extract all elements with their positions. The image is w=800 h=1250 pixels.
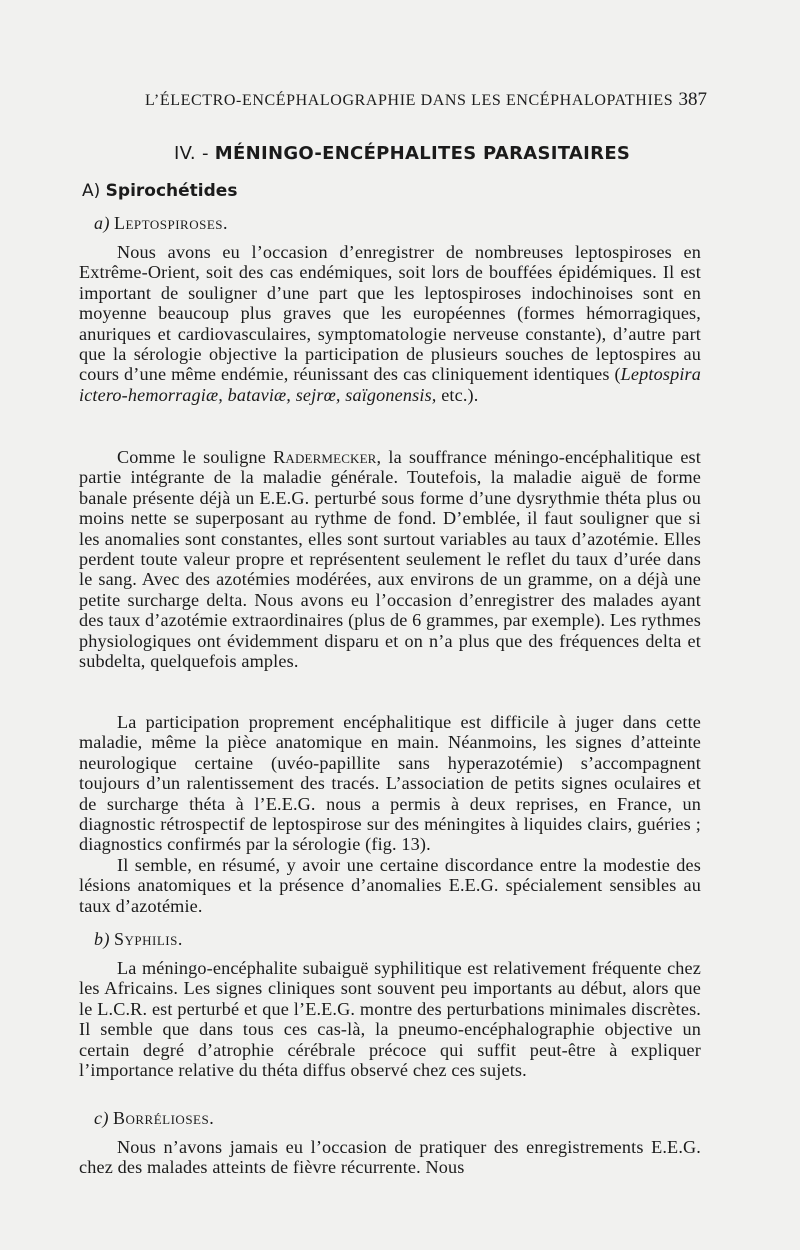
paragraph-text: Nous avons eu l’occasion d’enregistrer de nombreuses leptospiroses en Extrême-Orient, soit des cas endémiques, soit lors de bouffées épidémiques. Il est important de souligner d’une part que les leptospiroses indochinoises sont en moyenne beaucoup plus graves que les européennes (formes hémorragiques, anuriques et cardiovasculaires, symptomatologie nerveuse constante), d’autre part que la sérologie objective la participation de plusieurs souches de leptospires au cours d’une même endémie, réunissant des cas cliniquement identiques ( [79, 242, 701, 385]
paragraph-borrelioses: Nous n’avons jamais eu l’occasion de pratiquer des enregistrements E.E.G. chez des malades atteints de fièvre récurrente. Nous [79, 1137, 701, 1178]
section-title [174, 143, 630, 164]
paragraph-text: etc.). [436, 384, 479, 405]
heading-title: Syphilis. [114, 929, 183, 949]
running-head-title: L’ÉLECTRO-ENCÉPHALOGRAPHIE DANS LES ENCÉPHALOPATHIES [145, 92, 674, 109]
paragraph-text: Comme le souligne [117, 447, 274, 467]
heading-title: Leptospiroses. [114, 213, 229, 233]
subsection-title: Spirochétides [105, 181, 238, 201]
paragraph-leptospiroses-4: Il semble, en résumé, y avoir une certaine discordance entre la modestie des lésions anatomiques et la présence d’anomalies E.E.G. spécialement sensibles au taux d’azotémie. [79, 855, 701, 916]
heading-marker: b) [94, 929, 110, 949]
subsection-heading [82, 181, 237, 201]
heading-marker: c) [94, 1108, 109, 1128]
author-name: Radermecker [273, 447, 377, 467]
species-names: Leptospira ictero-hemorragiæ, bataviæ, sejrœ, saïgonensis, [79, 364, 701, 405]
paragraph-leptospiroses-2 [79, 447, 701, 671]
heading-marker: a) [94, 213, 110, 233]
page-number: 387 [678, 89, 707, 110]
section-title-text: MÉNINGO-ENCÉPHALITES PARASITAIRES [214, 143, 631, 164]
paragraph-text: , la souffrance méningo-encéphalitique est partie intégrante de la maladie générale. Toutefois, la maladie aiguë de forme banale présente déjà un E.E.G. perturbé sous forme d’une dysrythmie théta plus ou moins nette se superposant au rythme de fond. D’emblée, il faut souligner que si les anomalies sont constantes, elles sont surtout variables au taux d’azotémie. Elles perdent toute valeur propre et représentent seulement le reflet du taux d’urée dans le sang. Avec des azotémies modérées, aux environs de un gramme, on a déjà une petite surcharge delta. Nous avons eu l’occasion d’enregistrer des malades ayant des taux d’azotémie extraordinaires (plus de 6 grammes, par exemple). Les rythmes physiologiques ont évidemment disparu et on n’a plus que des fréquences delta et subdelta, quelquefois amples. [79, 447, 701, 672]
heading-borrelioses [94, 1108, 214, 1129]
running-head [145, 89, 707, 110]
paragraph-leptospiroses-1 [79, 242, 701, 405]
subsection-label: A) [82, 181, 101, 201]
heading-leptospiroses [94, 213, 228, 234]
heading-title: Borrélioses. [112, 1108, 215, 1128]
paragraph-leptospiroses-3: La participation proprement encéphalitique est difficile à juger dans cette maladie, même la pièce anatomique en main. Néanmoins, les signes d’atteinte neurologique certaine (uvéo-papillite sans hyperazotémie) s’accompagnent toujours d’un ralentissement des tracés. L’association de petits signes oculaires et de surcharge théta à l’E.E.G. nous a permis à deux reprises, en France, un diagnostic rétrospectif de leptospirose sur des méningites à liquides clairs, guéries ; diagnostics confirmés par la sérologie (fig. 13). [79, 712, 701, 855]
paragraph-syphilis: La méningo-encéphalite subaiguë syphilitique est relativement fréquente chez les Africains. Les signes cliniques sont souvent peu importants au début, alors que le L.C.R. est perturbé et que l’E.E.G. montre des perturbations minimales discrètes. Il semble que dans tous ces cas-là, la pneumo-encéphalographie objective un certain degré d’atrophie cérébrale précoce qui suffit peut-être à expliquer l’importance relative du théta diffus observé chez ces sujets. [79, 958, 701, 1081]
section-number: IV. - [174, 143, 209, 164]
heading-syphilis [94, 929, 183, 950]
